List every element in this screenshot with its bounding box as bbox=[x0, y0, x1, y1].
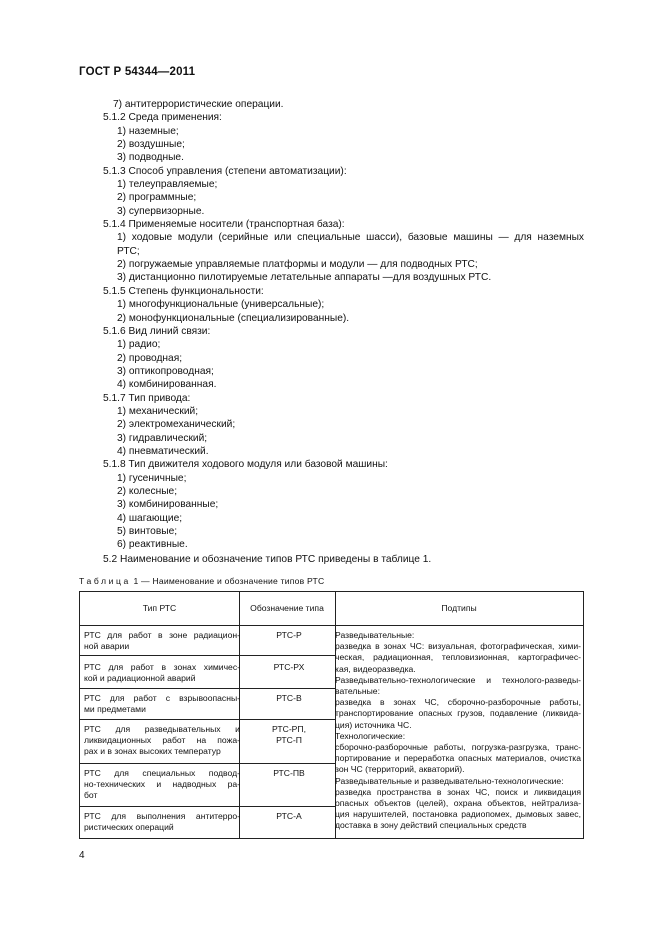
section-heading: 5.1.4 Применяемые носители (транспортная база): bbox=[103, 219, 345, 231]
subtype-line: Разведывательные: bbox=[335, 630, 415, 640]
subtype-line: ческая, радиационная, тепловизионная, картографичес- bbox=[335, 652, 581, 663]
subtype-line: доставка в зону действий специальных средств bbox=[335, 820, 527, 831]
cell-line: РТС для выполнения антитерро- bbox=[84, 811, 240, 821]
list-item: 3) гидравлический; bbox=[117, 432, 208, 444]
list-item: 3) подводные. bbox=[117, 152, 184, 164]
list-item: 1) многофункциональные (универсальные); bbox=[117, 299, 325, 311]
list-item: 4) комбинированная. bbox=[117, 379, 217, 391]
list-item: 1) наземные; bbox=[117, 125, 179, 137]
subtype-line: ция нарушителей, постановка радиопомех, дымовых завес, bbox=[335, 809, 581, 820]
subtype-line: опасных объектов (целей), охрана объектов, нейтрализа- bbox=[335, 798, 581, 809]
subtype-line: Технологические: bbox=[335, 730, 406, 741]
section-heading: 5.1.6 Вид линий связи: bbox=[103, 325, 211, 337]
list-item: 2) проводная; bbox=[117, 352, 183, 364]
list-item: 1) ходовые модули (серийные или специальные шасси), базовые машины — для наземных bbox=[117, 232, 584, 244]
table-row bbox=[84, 811, 240, 833]
row-divider bbox=[80, 719, 335, 720]
row-divider bbox=[80, 655, 335, 656]
page-number: 4 bbox=[79, 850, 85, 861]
table-row bbox=[84, 693, 240, 715]
list-item: 3) оптикопроводная; bbox=[117, 365, 214, 377]
list-item: 3) дистанционно пилотируемые летательные аппараты —для воздушных РТС. bbox=[117, 272, 492, 284]
list-item: 2) колесные; bbox=[117, 485, 178, 497]
subtype-line: ция) источника ЧС. bbox=[335, 719, 412, 730]
cell-line: рах и в зонах высоких температур bbox=[84, 746, 221, 756]
cell-line: ной аварии bbox=[84, 641, 130, 651]
document-header: ГОСТ Р 54344—2011 bbox=[79, 66, 196, 78]
list-item: 6) реактивные. bbox=[117, 539, 188, 551]
row-divider bbox=[80, 763, 335, 764]
table-row bbox=[84, 724, 240, 757]
subtype-line: кая, видеоразведка. bbox=[335, 663, 416, 674]
column-divider bbox=[239, 592, 240, 838]
list-item: 2) воздушные; bbox=[117, 139, 185, 151]
table-caption-text: 1 — Наименование и обозначение типов РТС bbox=[130, 576, 325, 586]
list-item: 4) пневматический. bbox=[117, 445, 209, 457]
column-header: Обозначение типа bbox=[250, 603, 324, 613]
subtype-line: сборочно-разборочные работы, погрузка-разгрузка, транс- bbox=[335, 742, 581, 753]
subtype-line: разведка пространства в зонах ЧС, поиск и ликвидация bbox=[335, 786, 581, 797]
column-header: Подтипы bbox=[441, 603, 477, 613]
type-code: РТС-В bbox=[276, 693, 302, 703]
row-divider bbox=[80, 688, 335, 689]
cell-line: РТС для специальных подвод- bbox=[84, 768, 240, 778]
list-item: 3) комбинированные; bbox=[117, 499, 219, 511]
paragraph: 5.2 Наименование и обозначение типов РТС приведены в таблице 1. bbox=[103, 553, 432, 565]
list-item: 2) погружаемые управляемые платформы и модули — для подводных РТС; bbox=[117, 259, 478, 271]
type-code: РТС-Р bbox=[276, 630, 302, 640]
body-text bbox=[79, 98, 584, 566]
subtype-line: портирование и переработка опасных материалов, очистка bbox=[335, 753, 581, 764]
list-item: 2) программные; bbox=[117, 192, 197, 204]
type-code: РТС-А bbox=[276, 811, 302, 821]
row-divider bbox=[80, 806, 335, 807]
subtype-line: вательные: bbox=[335, 686, 380, 697]
section-heading: 5.1.3 Способ управления (степени автоматизации): bbox=[103, 165, 347, 177]
section-heading: 5.1.2 Среда применения: bbox=[103, 112, 222, 124]
list-item: 1) телеуправляемые; bbox=[117, 179, 218, 191]
cell-line: ристических операций bbox=[84, 822, 174, 832]
list-item: 3) супервизорные. bbox=[117, 205, 205, 217]
subtype-line: Разведывательно-технологические и технолого-разведы- bbox=[335, 674, 581, 685]
table-row bbox=[84, 662, 240, 684]
list-item: 1) гусеничные; bbox=[117, 472, 187, 484]
list-item: 1) радио; bbox=[117, 339, 161, 351]
subtype-line: разведка в зонах ЧС, сборочно-разборочные работы, bbox=[335, 697, 581, 708]
section-heading: 5.1.5 Степень функциональности: bbox=[103, 285, 264, 297]
table-caption-label: Таблица bbox=[79, 576, 131, 586]
section-heading: 5.1.8 Тип движителя ходового модуля или базовой машины: bbox=[103, 459, 388, 471]
section-heading: 5.1.7 Тип привода: bbox=[103, 392, 191, 404]
subtype-line: транспортирование опасных грузов, подавление (ликвида- bbox=[335, 708, 581, 719]
subtype-line: зон ЧС (территорий, акваторий). bbox=[335, 764, 465, 775]
type-code-line: РТС-П bbox=[276, 735, 302, 745]
cell-line: но-технических и надводных ра- bbox=[84, 779, 240, 789]
cell-line: РТС для разведывательных и bbox=[84, 724, 240, 734]
list-item: 2) электромеханический; bbox=[117, 419, 236, 431]
cell-line: ми предметами bbox=[84, 704, 146, 714]
list-item: 2) монофункциональные (специализированные). bbox=[117, 312, 350, 324]
type-code: РТС-ПВ bbox=[273, 768, 305, 778]
list-item: 4) шагающие; bbox=[117, 512, 183, 524]
subtype-line: Разведывательные и разведывательно-технологические: bbox=[335, 775, 564, 786]
type-code: РТС-РХ bbox=[273, 662, 305, 672]
type-code bbox=[243, 724, 335, 746]
type-code-line: РТС-РП, bbox=[272, 724, 306, 734]
list-item: 7) антитеррористические операции. bbox=[113, 99, 284, 110]
column-header: Тип РТС bbox=[142, 603, 177, 613]
table-caption bbox=[79, 576, 324, 586]
subtypes-cell bbox=[335, 630, 581, 832]
cell-line: РТС для работ в зоне радиацион- bbox=[84, 630, 240, 640]
cell-line: ликвидационных работ на пожа- bbox=[84, 735, 240, 745]
list-item: 5) винтовые; bbox=[117, 526, 178, 537]
cell-line: кой и радиационной аварий bbox=[84, 673, 196, 683]
table-row bbox=[84, 768, 240, 801]
subtype-line: разведка в зонах ЧС: визуальная, фотографическая, хими- bbox=[335, 641, 581, 652]
table-row bbox=[84, 630, 240, 652]
cell-line: РТС для работ с взрывоопасны- bbox=[84, 693, 240, 703]
cell-line: бот bbox=[84, 790, 98, 800]
types-table bbox=[79, 591, 584, 839]
list-item: 1) механический; bbox=[117, 405, 199, 417]
header-divider bbox=[80, 625, 583, 626]
cell-line: РТС для работ в зонах химичес- bbox=[84, 662, 240, 672]
list-item-continuation: РТС; bbox=[117, 245, 140, 257]
